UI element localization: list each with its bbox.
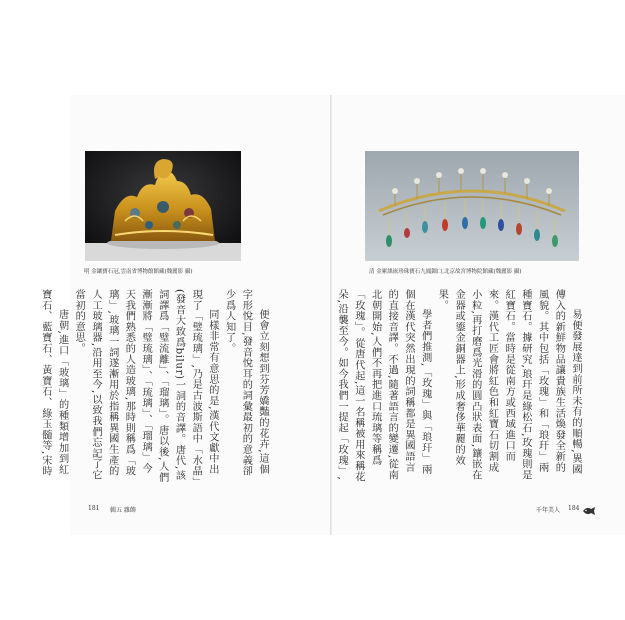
decorative-fish-icon bbox=[582, 501, 596, 520]
photo-caption-right: 清 金累絲嵌珍珠寶石九鳳鈿口,北京故宮博物院館藏(魏麗影 攝) bbox=[369, 269, 522, 275]
paragraph: 同樣非常有意思的是,漢代文獻中出現了「璧琉璃」,乃是古波斯語中「水晶」(發音大致爲bilur)一詞的音譯。唐代,該詞譯爲「璧流離」、「瑠璃」。唐以後,人們漸漸將「璧琉璃」、「琉璃」、「瑠璃」今天我們熟悉的人造玻璃,那時則稱爲「玻璃」,玻璃一詞遂漸用於指稱異國生產的人工玻璃器,沿用至今,以致我們忘記了它當初的意思。 bbox=[73, 289, 218, 483]
right-running-title: 千年美人 bbox=[536, 507, 561, 514]
hair-ornament-photo bbox=[365, 151, 579, 261]
right-body-text bbox=[336, 289, 583, 483]
left-page-number: 181 bbox=[88, 505, 100, 512]
paragraph: 便會立刻想到芬芳嬌豔的花卉,這個字形悅目,發音悅耳的詞彙最初的意義卻少爲人知了。 bbox=[223, 289, 268, 477]
right-page-number: 184 bbox=[568, 505, 580, 512]
left-running-title: 輯五 雜飾 bbox=[110, 507, 136, 514]
paragraph: 學者們推測,「玫瑰」與「琅玕」兩個在漢代突然出現的詞稱都是異國語言的直接音譯。不過,隨著語言的變遷,從南北朝開始,人們不再把進口琉璃等稱爲「玫瑰」。從唐代起,這一名稱被用來稱花朵,沿襲至今。如今我們一提起「玫瑰」, bbox=[336, 289, 431, 483]
paragraph: 易便發展達到前所未有的順暢,異國傳入的新鮮物品讓貴族生活煥發全新的風貌。其中包括「玫瑰」和「琅玕」兩種寶石。據研究,琅玕是綠松石,玫瑰則是紅寶石。當時是從南方或西域進口而來。漢代工匠會將紅色和紅寶石切割成小粒,再打磨爲光滑的圓凸狀表面,鑲嵌在金器或鎏金銅器上,形成奢侈華麗的效果。 bbox=[436, 289, 581, 481]
left-body-text bbox=[39, 289, 270, 483]
photo-caption-left: 明 金鑲寶石冠,雲南省博物館館藏(魏麗影 攝) bbox=[84, 269, 193, 275]
crown-photo bbox=[85, 151, 241, 261]
paragraph: 唐朝,進口「玻璃」的種類增加到紅寶石、藍寶石、黃寶石、綠玉髓等,宋時 bbox=[39, 289, 68, 477]
